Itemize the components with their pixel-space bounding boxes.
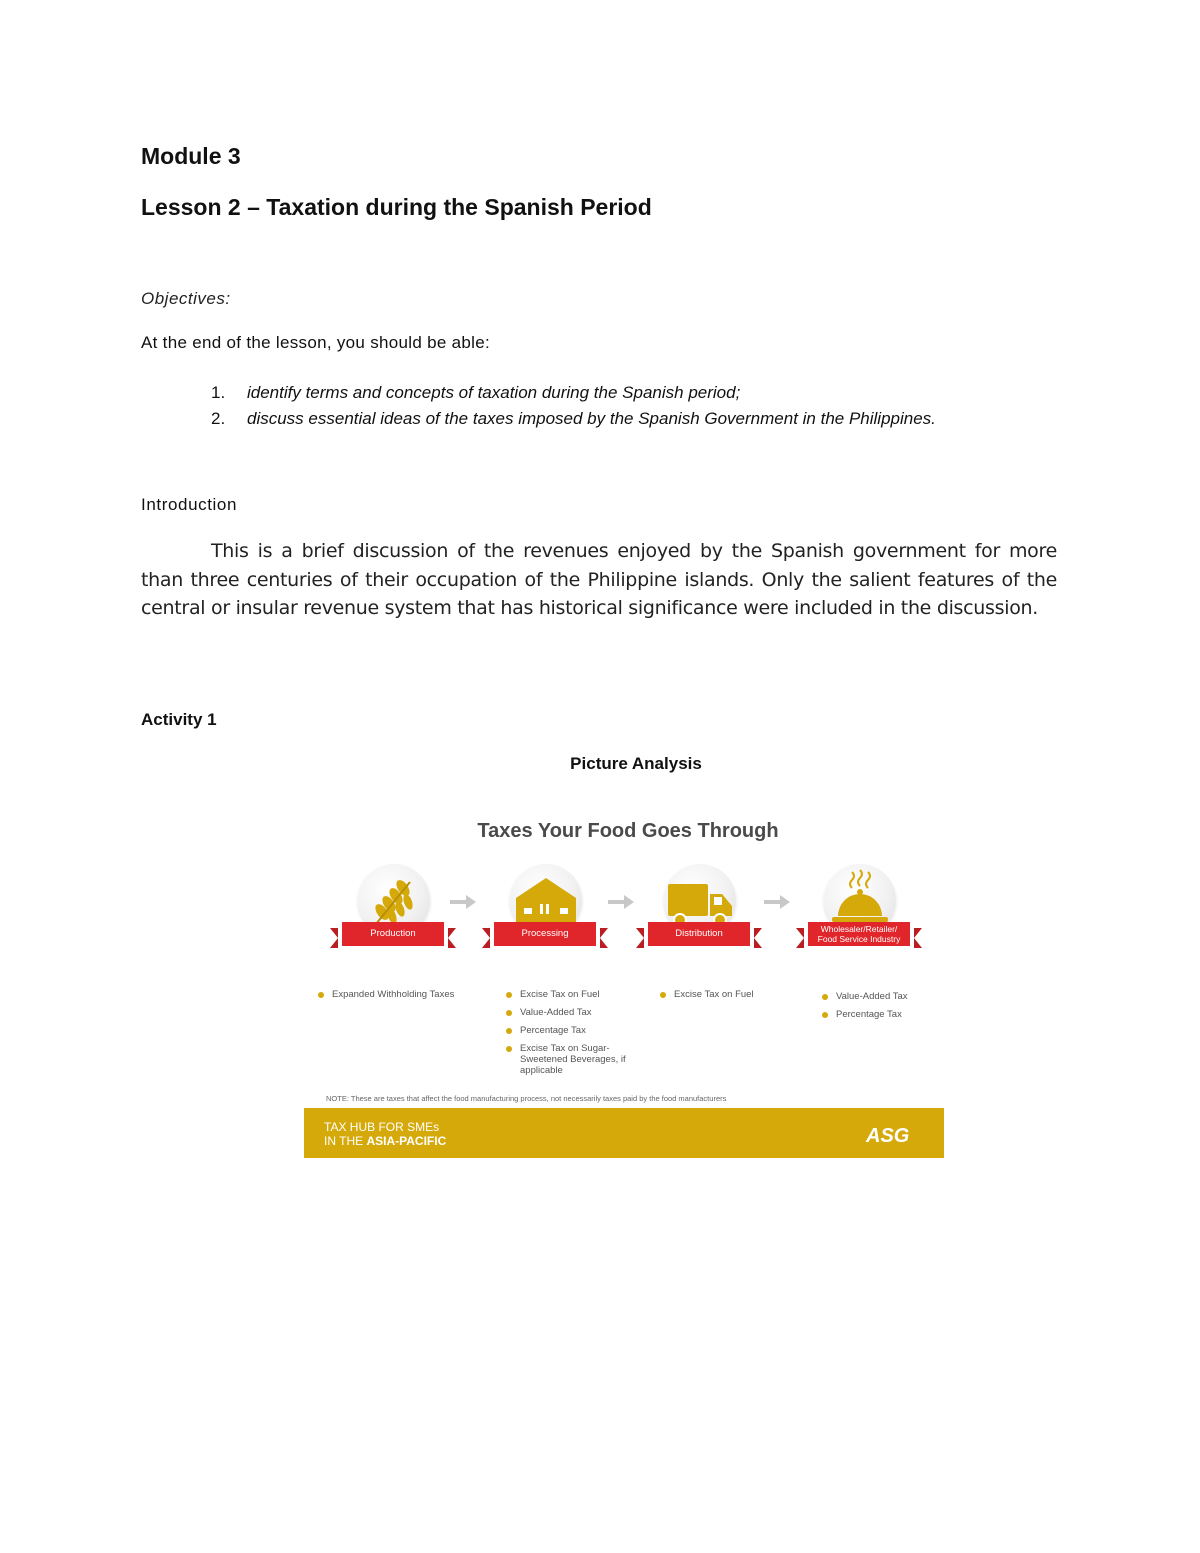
- module-title: Module 3: [141, 143, 241, 169]
- introduction-heading: Introduction: [141, 495, 238, 514]
- objective-number: 1.: [211, 383, 226, 402]
- tax-item: Expanded Withholding Taxes: [318, 989, 478, 1000]
- stage-label: Wholesaler/Retailer/ Food Service Industry: [808, 922, 910, 946]
- bullet-icon: [822, 994, 828, 1000]
- footer-text: [324, 1120, 446, 1148]
- tax-infographic: [304, 806, 944, 1158]
- tax-item: Excise Tax on Fuel: [660, 989, 800, 1000]
- bullet-icon: [660, 992, 666, 998]
- tax-item: Excise Tax on Sugar-Sweetened Beverages, if applicable: [506, 1043, 656, 1076]
- objective-number: 2.: [211, 409, 226, 428]
- infographic-footer: [304, 1108, 944, 1158]
- stage-distribution: [636, 864, 766, 984]
- stage-banner: [330, 922, 456, 946]
- infographic-note: NOTE: These are taxes that affect the food manufacturing process, not necessarily taxes paid by the food manufacturers: [326, 1094, 727, 1103]
- tax-item: Value-Added Tax: [506, 1007, 666, 1018]
- stage-banner: [482, 922, 608, 946]
- bullet-icon: [506, 1046, 512, 1052]
- bullet-icon: [318, 992, 324, 998]
- stage-wholesaler: [796, 864, 926, 984]
- stage-banner: [796, 922, 922, 946]
- arrow-right-icon: [608, 895, 634, 909]
- stage-label: Distribution: [648, 922, 750, 946]
- arrow-right-icon: [450, 895, 476, 909]
- stage-label: Processing: [494, 922, 596, 946]
- objective-text: identify terms and concepts of taxation during the Spanish period;: [247, 383, 741, 402]
- bullet-icon: [506, 1010, 512, 1016]
- production-tax-list: [318, 989, 478, 1007]
- lesson-title: Lesson 2 – Taxation during the Spanish Period: [141, 194, 652, 220]
- stage-label: Production: [342, 922, 444, 946]
- infographic-title: Taxes Your Food Goes Through: [477, 820, 779, 842]
- arrow-right-icon: [764, 895, 790, 909]
- distribution-tax-list: [660, 989, 800, 1007]
- objective-item: [211, 406, 1091, 432]
- activity-heading: Activity 1: [141, 710, 217, 729]
- objective-text: discuss essential ideas of the taxes imposed by the Spanish Government in the Philippines.: [247, 409, 936, 428]
- bullet-icon: [822, 1012, 828, 1018]
- svg-text:ASG: ASG: [866, 1125, 910, 1147]
- introduction-paragraph: This is a brief discussion of the revenues enjoyed by the Spanish government for more than three centuries of their occupation of the Philippine islands. Only the salient features of the central or insular revenue system that has historical significance were included in the discussion.: [141, 540, 1057, 619]
- picture-title: Picture Analysis: [570, 754, 702, 773]
- objectives-list: [211, 380, 1091, 432]
- stage-banner: [636, 922, 762, 946]
- tax-item: Percentage Tax: [822, 1009, 942, 1020]
- footer-line-2: IN THE ASIA-PACIFIC: [324, 1134, 447, 1148]
- asg-logo-icon: [864, 1120, 922, 1148]
- objective-item: [211, 380, 1091, 406]
- objectives-label: Objectives:: [141, 289, 231, 308]
- footer-line-1: TAX HUB FOR SMEs: [324, 1120, 440, 1134]
- stage-production: [330, 864, 460, 984]
- processing-tax-list: [506, 989, 666, 1083]
- tax-item: Excise Tax on Fuel: [506, 989, 666, 1000]
- wholesaler-tax-list: [822, 991, 942, 1027]
- objectives-intro: At the end of the lesson, you should be able:: [141, 333, 491, 352]
- tax-item: Percentage Tax: [506, 1025, 666, 1036]
- stage-processing: [482, 864, 612, 984]
- bullet-icon: [506, 992, 512, 998]
- tax-item: Value-Added Tax: [822, 991, 942, 1002]
- bullet-icon: [506, 1028, 512, 1034]
